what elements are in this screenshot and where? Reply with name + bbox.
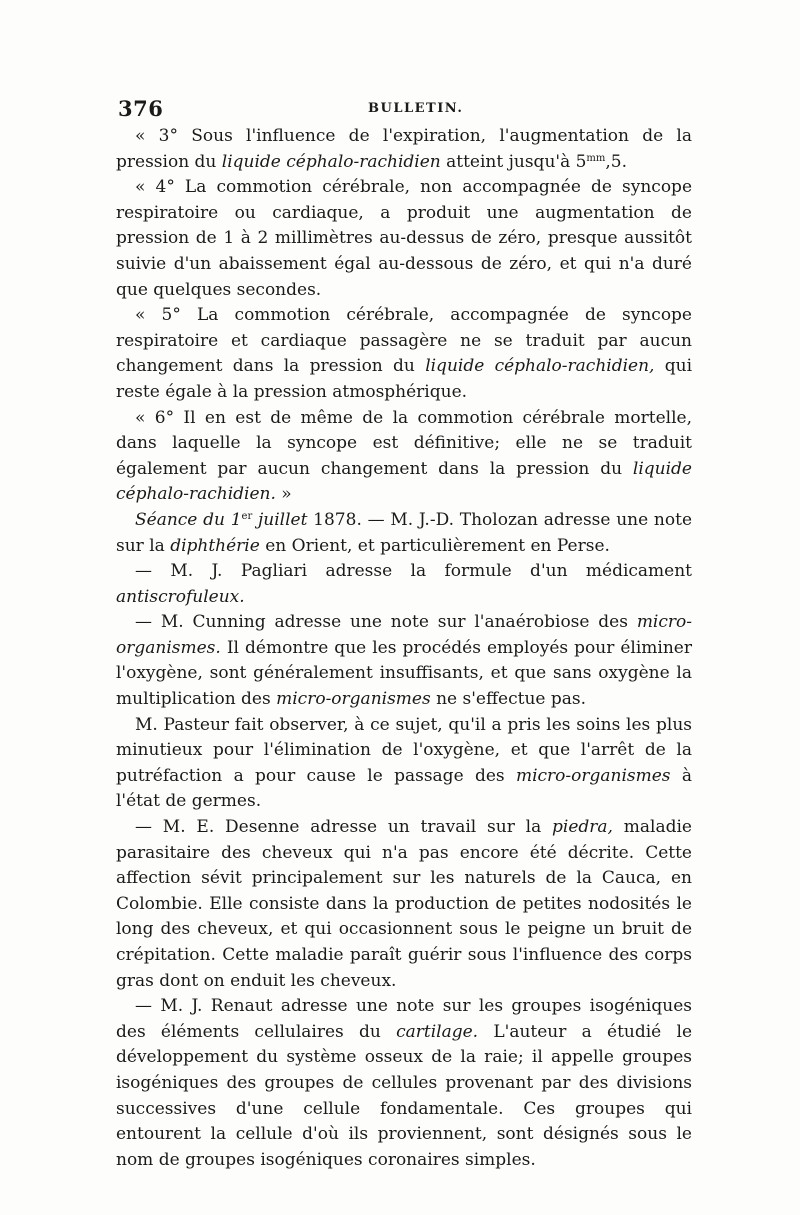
italic-term: antiscrofuleux. (116, 586, 245, 607)
page-header (118, 96, 692, 124)
italic-term: liquide céphalo-rachidien (221, 151, 441, 172)
italic-term: liquide céphalo-rachidien. (116, 458, 692, 505)
italic-term: micro-organismes (276, 689, 431, 710)
running-head: BULLETIN. (368, 101, 464, 116)
session-date: Séance du 1 (135, 509, 242, 530)
italic-term: piedra, (552, 817, 613, 838)
paragraph-10: — M. J. Renaut adresse une note sur les groupes isogéniques des éléments cellulaires du cartilage. L'auteur a étudié le développement du système osseux de la raie; il appelle groupes isogéniques des groupes de cellules provenant par des divisions successives d'une cellule fondamentale. Ces groupes qui entourent la cellule d'où ils proviennent, sont désignés sous le nom de groupes isogéniques coronaires simples. (116, 996, 692, 1170)
italic-term: micro-organismes (515, 765, 671, 786)
unit-superscript: mm (586, 152, 606, 164)
italic-term: cartilage. (396, 1021, 479, 1042)
paragraph-2: « 4° La commotion cérébrale, non accompagnée de syncope respiratoire ou cardiaque, a produit une augmentation de pression de 1 à 2 millimètres au-dessus de zéro, presque aussitôt suivie d'un abaissement égal au-dessous de zéro, et qui n'a duré que quelques secondes. (116, 177, 692, 300)
paragraph-3: « 5° La commotion cérébrale, accompagnée de syncope respiratoire et cardiaque passagère ne se traduit par aucun changement dans la pression du liquide céphalo-rachidien, qui reste égale à la pression atmosphérique. (116, 305, 693, 402)
ordinal-superscript: er (241, 510, 253, 522)
paragraph-5: Séance du 1er juillet 1878. — M. J.-D. Tholozan adresse une note sur la diphthérie en Orient, et particulièrement en Perse. (116, 509, 693, 556)
paragraph-7: — M. Cunning adresse une note sur l'anaérobiose des micro-organismes. Il démontre que les procédés employés pour éliminer l'oxygène, sont généralement insuffisants, et que sans oxygène la multiplication des micro-organismes ne s'effectue pas. (116, 612, 692, 710)
body-text (116, 124, 692, 1173)
page-number: 376 (118, 96, 164, 121)
italic-term: liquide céphalo-rachidien, (425, 356, 655, 377)
paragraph-4: « 6° Il en est de même de la commotion cérébrale mortelle, dans laquelle la syncope est définitive; elle ne se traduit également par aucun changement dans la pression du liquide céphalo-rachidien. » (116, 407, 692, 505)
paragraph-1: « 3° Sous l'influence de l'expiration, l'augmentation de la pression du liquide céphalo-rachidien atteint jusqu'à $5^{mm},5$. (116, 126, 692, 172)
paragraph-8: M. Pasteur fait observer, à ce sujet, qu'il a pris les soins les plus minutieux pour l'élimination de l'oxygène, et que l'arrêt de la putréfaction a pour cause le passage des micro-organismes à l'état de germes. (116, 714, 692, 812)
paragraph-9: — M. E. Desenne adresse un travail sur la piedra, maladie parasitaire des cheveux qui n'a pas encore été décrite. Cette affection sévit principalement sur les naturels de la Cauca, en Colombie. Elle consiste dans la production de petites nodosités le long des cheveux, et qui occasionnent sous le peigne un bruit de crépitation. Cette maladie paraît guérir sous l'influence des corps gras dont on enduit les cheveux. (116, 817, 692, 991)
paragraph-6: — M. J. Pagliari adresse la formule d'un médicament antiscrofuleux. (116, 561, 692, 607)
italic-term: diphthérie (170, 535, 260, 556)
italic-term: micro-organismes. (116, 612, 692, 658)
